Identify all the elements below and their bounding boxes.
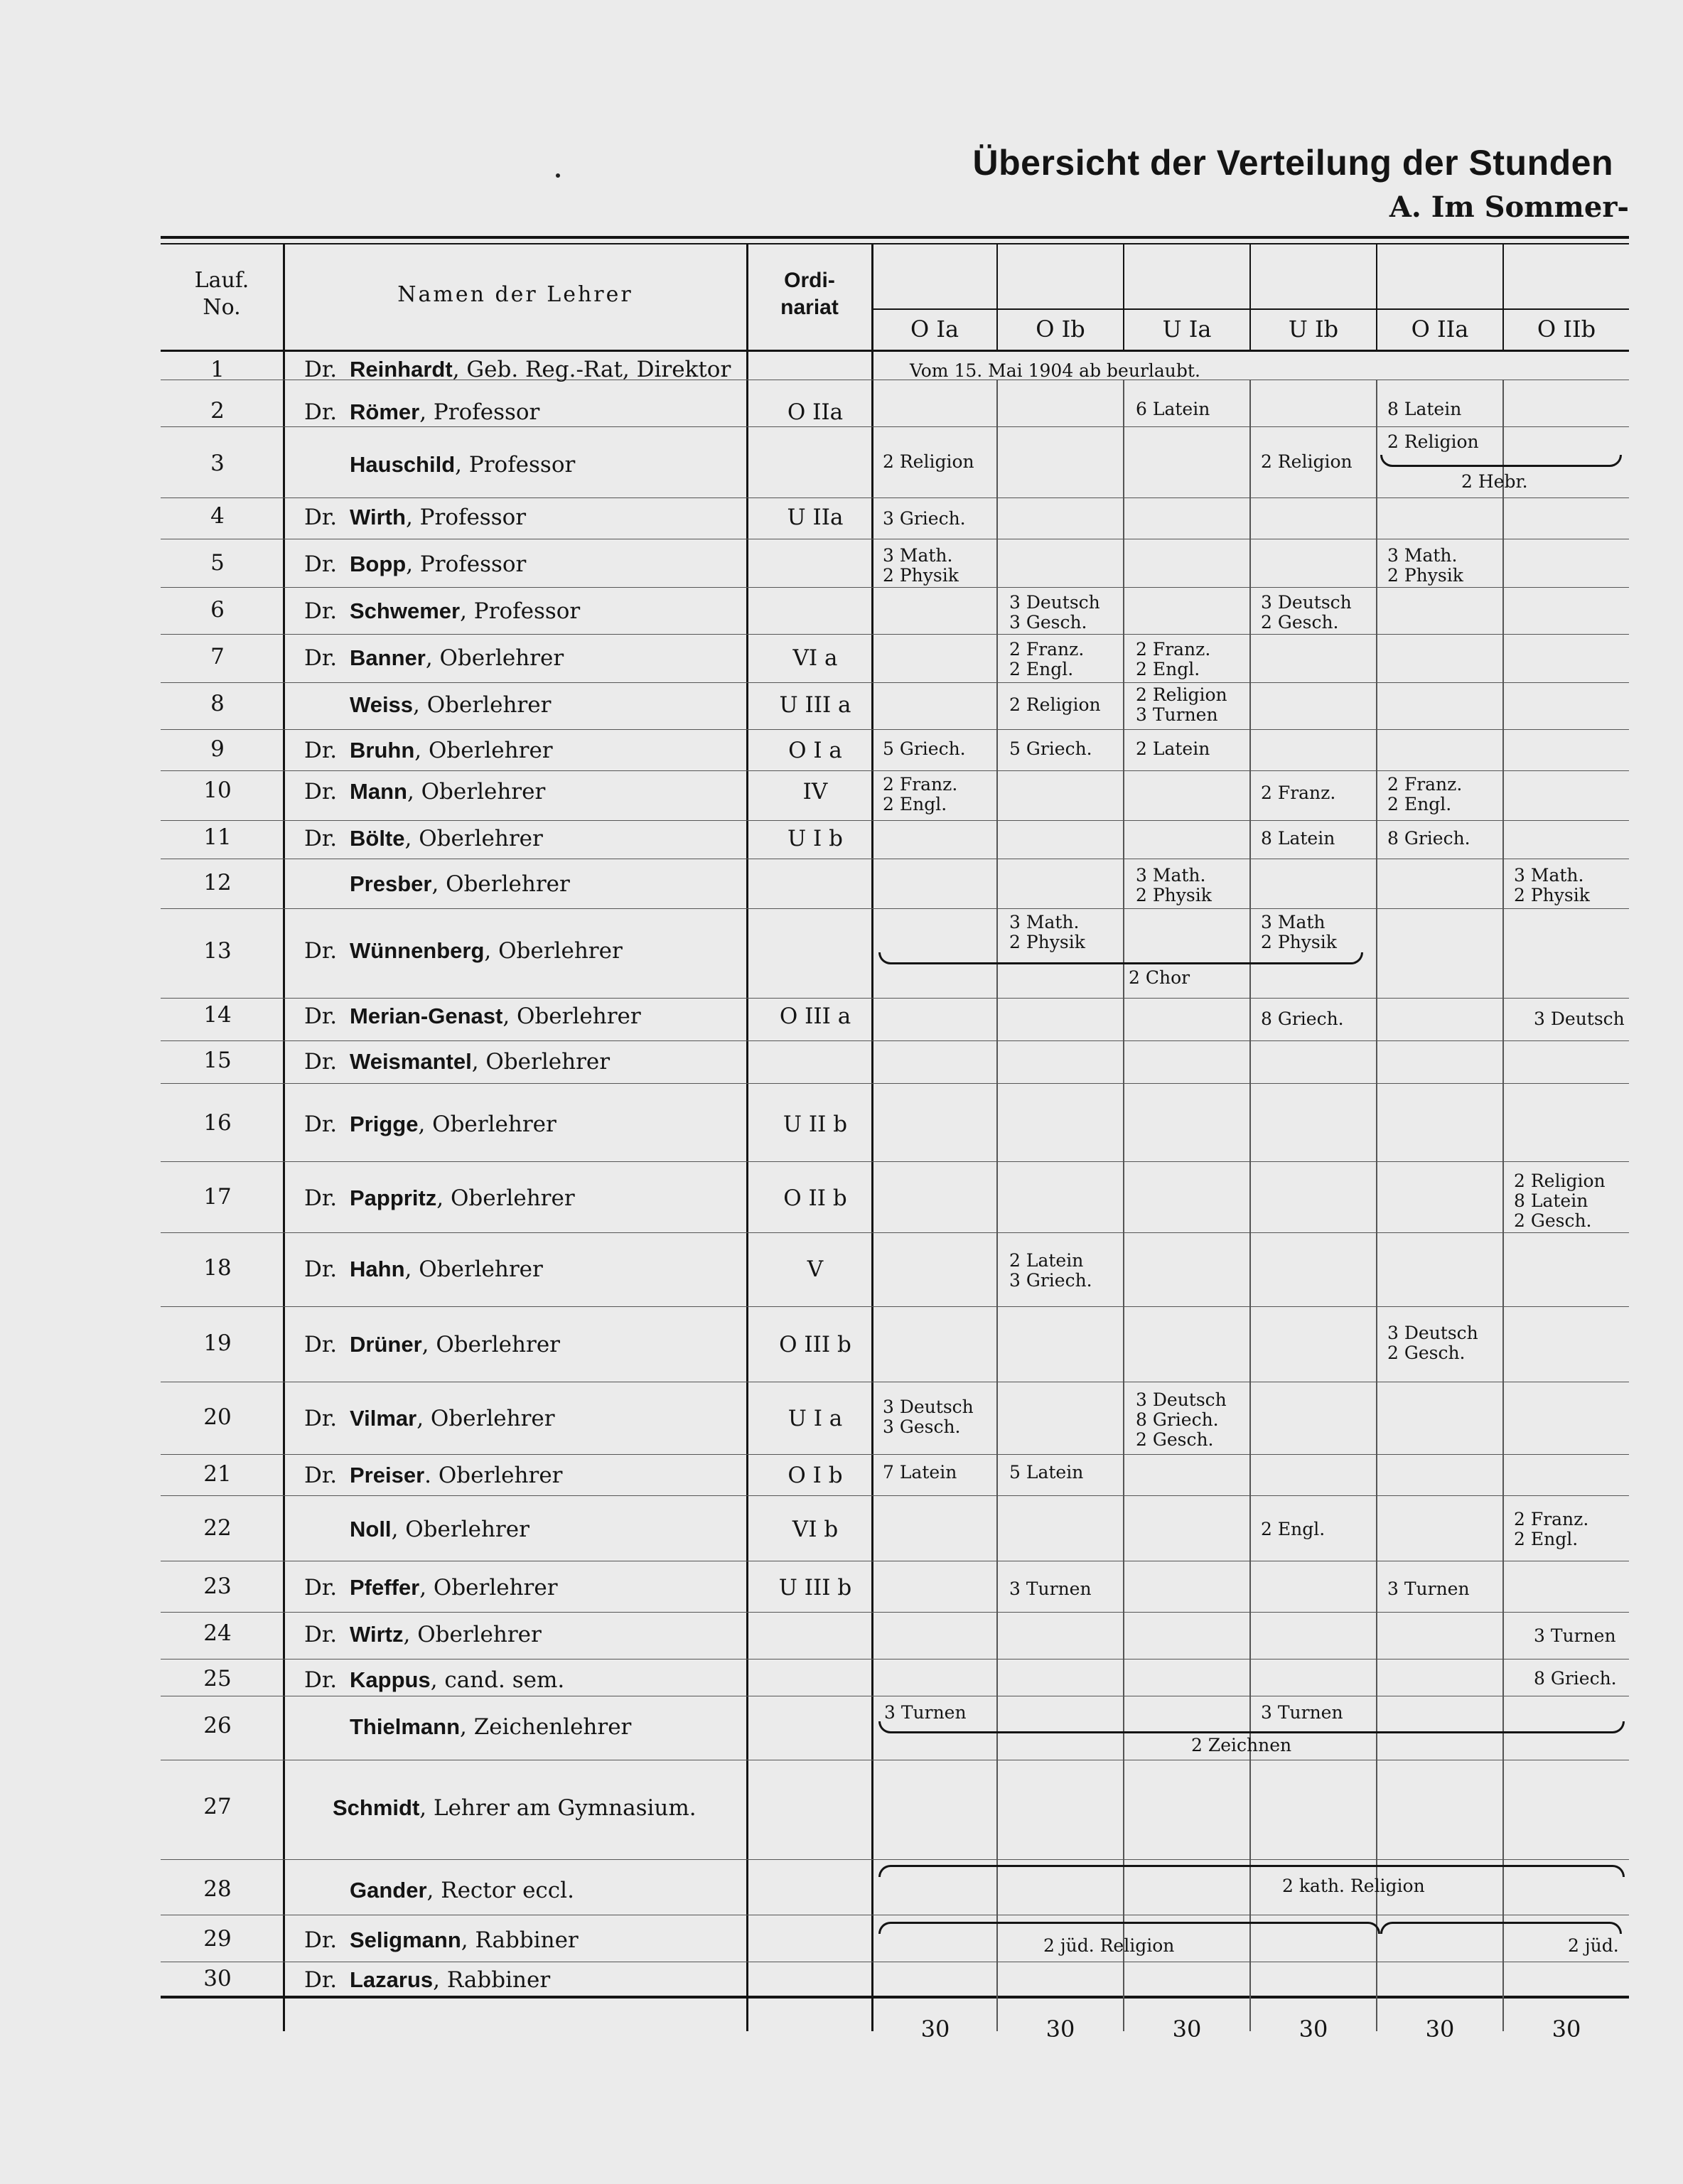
teacher-name: Dr. Prigge, Oberlehrer	[304, 1112, 556, 1137]
teacher-name: Dr. Bölte, Oberlehrer	[304, 826, 543, 851]
row-number: 5	[210, 550, 225, 576]
page-subtitle: A. Im Sommer-	[1389, 190, 1629, 224]
ordinariat: VI a	[792, 645, 838, 671]
teacher-name: Dr. Drüner, Oberlehrer	[304, 1332, 560, 1357]
row-sep-23	[161, 1612, 1629, 1613]
row-sep-17	[161, 1232, 1629, 1233]
row-number: 26	[203, 1713, 232, 1738]
stray-period	[556, 173, 560, 178]
row-sep-2	[161, 426, 1629, 427]
header-class-oib: O Ib	[1036, 316, 1085, 343]
row-number: 24	[203, 1620, 232, 1646]
teacher-name: Schmidt, Lehrer am Gymnasium.	[333, 1795, 697, 1821]
row-number: 21	[203, 1461, 232, 1487]
table-top-rule	[161, 236, 1629, 239]
ordinariat: O IIa	[787, 399, 844, 425]
ordinariat: U II b	[783, 1112, 848, 1137]
row-number: 8	[210, 691, 225, 716]
row-number: 2	[210, 398, 225, 424]
entry-r2-uia: 6 Latein	[1136, 399, 1210, 419]
col-divider-uia-body	[1123, 380, 1124, 2031]
row-number: 17	[203, 1184, 232, 1210]
ordinariat: VI b	[792, 1517, 839, 1542]
entry-r8-uia: 2 Religion 3 Turnen	[1136, 684, 1227, 725]
row-number: 15	[203, 1048, 232, 1073]
row-number: 12	[203, 870, 232, 895]
row-number: 9	[210, 736, 225, 762]
header-class-oiia: O IIa	[1411, 316, 1469, 343]
row-number: 11	[203, 824, 232, 850]
entry-r6-uib: 3 Deutsch 2 Gesch.	[1261, 592, 1352, 633]
row-number: 29	[203, 1926, 232, 1952]
entry-r5-oiia: 3 Math. 2 Physik	[1387, 545, 1463, 586]
row-sep-3	[161, 497, 1629, 498]
bracket-hebr	[1380, 455, 1622, 467]
row-number: 10	[203, 778, 232, 803]
entry-r10-oia: 2 Franz. 2 Engl.	[883, 774, 958, 814]
entry-r23-oib: 3 Turnen	[1009, 1578, 1092, 1599]
entry-r13-oib: 3 Math. 2 Physik	[1009, 912, 1085, 952]
header-class-uib: U Ib	[1288, 316, 1339, 343]
entry-r10-uib: 2 Franz.	[1261, 782, 1336, 803]
entry-r10-oiia: 2 Franz. 2 Engl.	[1387, 774, 1463, 814]
entry-r25-oiib: 8 Griech.	[1534, 1668, 1617, 1689]
table-bottom-rule	[161, 1996, 1629, 1999]
ordinariat: IV	[802, 779, 828, 805]
row-number: 30	[203, 1966, 232, 1991]
total-oia: 30	[920, 2016, 950, 2043]
entry-r20-oia: 3 Deutsch 3 Gesch.	[883, 1397, 974, 1437]
row-number: 4	[210, 503, 225, 529]
bracket-zeichnen	[878, 1721, 1625, 1733]
ordinariat: O III a	[779, 1004, 851, 1029]
teacher-name: Dr. Kappus, cand. sem.	[304, 1667, 565, 1693]
row-number: 7	[210, 644, 225, 669]
ordinariat: V	[807, 1257, 824, 1282]
col-divider-oiib-body	[1502, 380, 1504, 2031]
col-divider-no	[283, 244, 285, 2031]
entry-r6-oib: 3 Deutsch 3 Gesch.	[1009, 592, 1100, 633]
teacher-name: Dr. Bruhn, Oberlehrer	[304, 738, 553, 763]
teacher-name: Dr. Vilmar, Oberlehrer	[304, 1406, 555, 1431]
teacher-name: Dr. Merian-Genast, Oberlehrer	[304, 1004, 641, 1029]
entry-r21-oib: 5 Latein	[1009, 1462, 1084, 1483]
row-sep-12	[161, 908, 1629, 909]
row-sep-6	[161, 634, 1629, 635]
total-oiia: 30	[1425, 2016, 1455, 2043]
teacher-name: Dr. Banner, Oberlehrer	[304, 645, 564, 671]
bracket-kath	[878, 1865, 1625, 1877]
entry-r3-oiia: 2 Religion	[1387, 431, 1479, 452]
row-sep-10	[161, 820, 1629, 821]
entry-r14-oiib: 3 Deutsch	[1534, 1008, 1625, 1029]
ordinariat: U III a	[779, 692, 851, 718]
entry-r3-oia: 2 Religion	[883, 451, 974, 472]
row-number: 16	[203, 1110, 232, 1136]
ordinariat: U IIa	[787, 505, 844, 530]
row-number: 14	[203, 1002, 232, 1028]
entry-r9-uia: 2 Latein	[1136, 738, 1210, 759]
row-number: 1	[210, 357, 225, 382]
teacher-name: Thielmann, Zeichenlehrer	[350, 1714, 632, 1740]
entry-r7-uia: 2 Franz. 2 Engl.	[1136, 639, 1211, 679]
header-lauf-no: Lauf. No.	[194, 268, 249, 320]
teacher-name: Dr. Schwemer, Professor	[304, 598, 581, 624]
row-number: 28	[203, 1876, 232, 1902]
row-number: 20	[203, 1404, 232, 1430]
row-sep-21	[161, 1495, 1629, 1496]
total-oiib: 30	[1552, 2016, 1581, 2043]
teacher-name: Dr. Hahn, Oberlehrer	[304, 1257, 543, 1282]
teacher-name: Dr. Pfeffer, Oberlehrer	[304, 1575, 558, 1601]
entry-leave-notice: Vom 15. Mai 1904 ab beurlaubt.	[910, 360, 1200, 381]
ordinariat: U III b	[778, 1575, 852, 1601]
teacher-name: Dr. Bopp, Professor	[304, 552, 527, 577]
entry-r19-oiia: 3 Deutsch 2 Gesch.	[1387, 1323, 1478, 1363]
entry-r12-uia: 3 Math. 2 Physik	[1136, 865, 1212, 905]
row-number: 18	[203, 1255, 232, 1281]
entry-r28-kath: 2 kath. Religion	[1282, 1876, 1425, 1896]
teacher-name: Dr. Wünnenberg, Oberlehrer	[304, 938, 623, 964]
teacher-name: Dr. Pappritz, Oberlehrer	[304, 1185, 575, 1211]
entry-r9-oib: 5 Griech.	[1009, 738, 1092, 759]
teacher-name: Presber, Oberlehrer	[350, 871, 570, 897]
row-sep-13	[161, 998, 1629, 999]
entry-r20-uia: 3 Deutsch 8 Griech. 2 Gesch.	[1136, 1389, 1227, 1450]
teacher-name: Weiss, Oberlehrer	[350, 692, 552, 718]
entry-r24-oiib: 3 Turnen	[1534, 1625, 1616, 1646]
entry-r8-oib: 2 Religion	[1009, 694, 1101, 715]
table-top-rule-thin	[161, 243, 1629, 244]
row-number: 23	[203, 1574, 232, 1599]
row-sep-20	[161, 1454, 1629, 1455]
entry-r14-uib: 8 Griech.	[1261, 1008, 1344, 1029]
header-class-oia: O Ia	[910, 316, 959, 343]
row-sep-27	[161, 1859, 1629, 1860]
row-number: 25	[203, 1666, 232, 1691]
ordinariat: O II b	[783, 1185, 847, 1211]
header-ordinariat: Ordi- nariat	[780, 269, 839, 319]
entry-r13-chor: 2 Chor	[1129, 967, 1190, 988]
header-namen: Namen der Lehrer	[397, 282, 633, 307]
entry-r26-zeichnen: 2 Zeichnen	[1191, 1735, 1292, 1755]
row-sep-18	[161, 1306, 1629, 1307]
entry-r7-oib: 2 Franz. 2 Engl.	[1009, 639, 1085, 679]
ordinariat: U I b	[787, 826, 843, 851]
ordinariat: O I a	[788, 738, 842, 763]
total-oib: 30	[1045, 2016, 1075, 2043]
total-uib: 30	[1298, 2016, 1328, 2043]
teacher-name: Dr. Seligmann, Rabbiner	[304, 1927, 579, 1953]
teacher-name: Dr. Römer, Professor	[304, 399, 540, 425]
header-class-oiib: O IIb	[1537, 316, 1596, 343]
ordinariat: U I a	[787, 1406, 843, 1431]
entry-r21-oia: 7 Latein	[883, 1462, 957, 1483]
entry-r29-jued2: 2 jüd.	[1568, 1935, 1619, 1956]
row-number: 19	[203, 1330, 232, 1356]
teacher-name: Noll, Oberlehrer	[350, 1517, 529, 1542]
entry-r13-uib: 3 Math 2 Physik	[1261, 912, 1337, 952]
teacher-name: Dr. Lazarus, Rabbiner	[304, 1967, 551, 1993]
col-divider-uib-body	[1249, 380, 1251, 2031]
entry-r17-oiib: 2 Religion 8 Latein 2 Gesch.	[1514, 1171, 1606, 1231]
ordinariat: O I b	[787, 1463, 843, 1488]
col-divider-name	[746, 244, 748, 2031]
teacher-name: Gander, Rector eccl.	[350, 1878, 574, 1903]
entry-r26-uib: 3 Turnen	[1261, 1702, 1343, 1723]
entry-r3-hebr: 2 Hebr.	[1461, 471, 1528, 492]
entry-r9-oia: 5 Griech.	[883, 738, 966, 759]
entry-r22-oiib: 2 Franz. 2 Engl.	[1514, 1509, 1589, 1549]
entry-r5-oia: 3 Math. 2 Physik	[883, 545, 959, 586]
entry-r29-jued: 2 jüd. Religion	[1043, 1935, 1175, 1956]
row-number: 22	[203, 1515, 232, 1541]
entry-r11-oiia: 8 Griech.	[1387, 828, 1470, 849]
bracket-chor	[878, 952, 1363, 964]
row-number: 13	[203, 938, 232, 964]
row-number: 3	[210, 451, 225, 476]
teacher-name: Dr. Weismantel, Oberlehrer	[304, 1049, 611, 1075]
entry-r12-oiib: 3 Math. 2 Physik	[1514, 865, 1590, 905]
bracket-jued-2	[1380, 1922, 1622, 1934]
row-sep-8	[161, 729, 1629, 730]
entry-r26-oia: 3 Turnen	[884, 1702, 967, 1723]
row-sep-15	[161, 1083, 1629, 1084]
entry-r22-uib: 2 Engl.	[1261, 1519, 1326, 1539]
entry-r11-uib: 8 Latein	[1261, 828, 1335, 849]
teacher-name: Dr. Wirth, Professor	[304, 505, 527, 530]
row-sep-14	[161, 1040, 1629, 1041]
page-title: Übersicht der Verteilung der Stunden	[972, 143, 1613, 183]
entry-r23-oiia: 3 Turnen	[1387, 1578, 1470, 1599]
row-sep-16	[161, 1161, 1629, 1162]
teacher-name: Hauschild, Professor	[350, 452, 576, 478]
teacher-name: Dr. Wirtz, Oberlehrer	[304, 1622, 542, 1647]
total-uia: 30	[1172, 2016, 1202, 2043]
teacher-name: Dr. Reinhardt, Geb. Reg.-Rat, Direktor	[304, 357, 731, 382]
teacher-name: Dr. Preiser. Oberlehrer	[304, 1463, 563, 1488]
header-bottom-rule	[161, 350, 1629, 352]
entry-r18-oib: 2 Latein 3 Griech.	[1009, 1250, 1092, 1291]
header-class-uia: U Ia	[1162, 316, 1212, 343]
bracket-jued	[878, 1922, 1380, 1934]
entry-r3-uib: 2 Religion	[1261, 451, 1353, 472]
col-divider-oiia-body	[1376, 380, 1377, 2031]
row-sep-5	[161, 587, 1629, 588]
ordinariat: O III b	[779, 1332, 851, 1357]
row-sep-9	[161, 770, 1629, 771]
col-divider-oib-body	[996, 380, 998, 2031]
row-sep-7	[161, 682, 1629, 683]
entry-r4-oia: 3 Griech.	[883, 508, 966, 529]
entry-r2-oiia: 8 Latein	[1387, 399, 1462, 419]
row-number: 6	[210, 597, 225, 623]
row-number: 27	[203, 1794, 232, 1819]
teacher-name: Dr. Mann, Oberlehrer	[304, 779, 546, 805]
